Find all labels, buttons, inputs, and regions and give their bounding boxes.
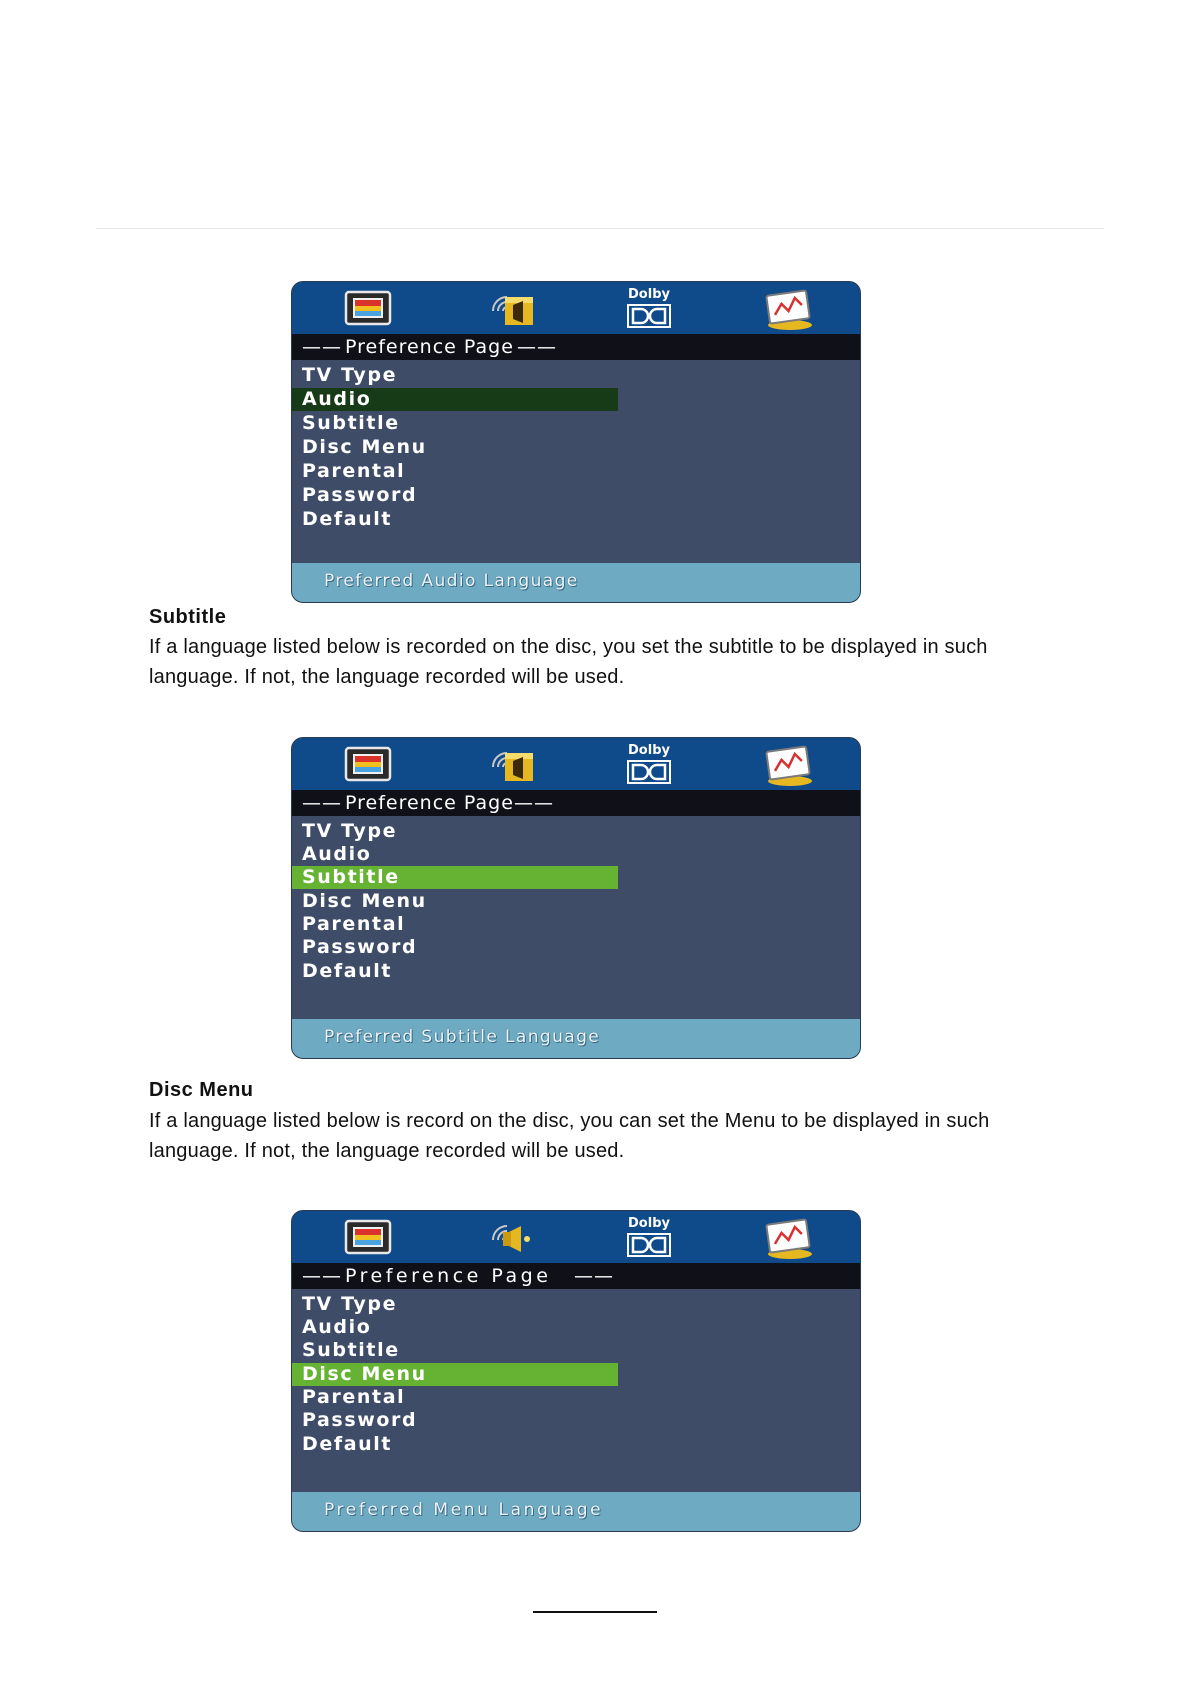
- audio-speaker-icon[interactable]: [487, 289, 543, 329]
- preference-chart-icon[interactable]: [762, 1218, 816, 1260]
- page-title: Preference Page: [345, 792, 514, 814]
- menu-item-password[interactable]: Password: [302, 936, 418, 958]
- dolby-label: Dolby: [628, 743, 670, 758]
- status-text: Preferred Menu Language: [324, 1500, 604, 1520]
- tv-screen-icon[interactable]: [344, 1218, 394, 1256]
- menu-item-audio-selected[interactable]: Audio: [292, 388, 618, 411]
- section-heading-subtitle: Subtitle: [149, 606, 227, 628]
- menu-item-tv-type[interactable]: TV Type: [302, 1293, 398, 1315]
- menu-item-audio[interactable]: Audio: [302, 843, 372, 865]
- menu-item-audio[interactable]: Audio: [302, 1316, 372, 1338]
- paragraph-line: If a language listed below is record on the disc, you can set the Menu to be displayed in such: [149, 1110, 990, 1132]
- paragraph-line: language. If not, the language recorded will be used.: [149, 666, 625, 688]
- osd-icon-bar: [292, 738, 860, 790]
- audio-speaker-icon[interactable]: [487, 1218, 543, 1258]
- osd-menu-list: [292, 1289, 860, 1492]
- title-dash-right: ——: [514, 792, 554, 814]
- paragraph-line: language. If not, the language recorded will be used.: [149, 1140, 625, 1162]
- tv-screen-icon[interactable]: [344, 289, 394, 327]
- osd-status-bar: [292, 1019, 860, 1058]
- title-dash-right: ——: [574, 1265, 614, 1287]
- dolby-label: Dolby: [628, 287, 670, 302]
- audio-speaker-icon[interactable]: [487, 745, 543, 785]
- menu-item-disc-menu-selected[interactable]: Disc Menu: [292, 1363, 618, 1386]
- osd-menu-subtitle: [291, 737, 861, 1059]
- title-dash-left: ——: [302, 336, 342, 358]
- menu-item-password[interactable]: Password: [302, 484, 418, 506]
- osd-icon-bar: [292, 282, 860, 334]
- paragraph-line: If a language listed below is recorded on the disc, you set the subtitle to be displayed in such: [149, 636, 988, 658]
- status-text: Preferred Subtitle Language: [324, 1027, 601, 1047]
- menu-item-tv-type[interactable]: TV Type: [302, 364, 398, 386]
- dolby-digital-icon[interactable]: [627, 288, 671, 328]
- osd-title-bar: [292, 334, 860, 360]
- menu-item-disc-menu[interactable]: Disc Menu: [302, 436, 427, 458]
- osd-menu-audio: [291, 281, 861, 603]
- menu-item-tv-type[interactable]: TV Type: [302, 820, 398, 842]
- dolby-label: Dolby: [628, 1216, 670, 1231]
- page-title: Preference Page: [345, 336, 514, 358]
- osd-status-bar: [292, 1492, 860, 1531]
- menu-item-disc-menu[interactable]: Disc Menu: [302, 890, 427, 912]
- osd-menu-list: [292, 360, 860, 563]
- section-heading-disc-menu: Disc Menu: [149, 1079, 254, 1101]
- osd-status-bar: [292, 563, 860, 602]
- menu-item-parental[interactable]: Parental: [302, 913, 406, 935]
- dolby-digital-icon[interactable]: [627, 744, 671, 784]
- menu-item-subtitle-selected[interactable]: Subtitle: [292, 866, 618, 889]
- menu-item-parental[interactable]: Parental: [302, 460, 406, 482]
- title-dash-left: ——: [302, 792, 342, 814]
- menu-item-parental[interactable]: Parental: [302, 1386, 406, 1408]
- title-dash-left: ——: [302, 1265, 342, 1287]
- menu-item-default[interactable]: Default: [302, 508, 393, 530]
- status-text: Preferred Audio Language: [324, 571, 579, 591]
- menu-item-default[interactable]: Default: [302, 960, 393, 982]
- page-title: Preference Page: [345, 1265, 552, 1287]
- osd-menu-disc-menu: [291, 1210, 861, 1532]
- menu-item-subtitle[interactable]: Subtitle: [302, 412, 400, 434]
- menu-item-subtitle[interactable]: Subtitle: [302, 1339, 400, 1361]
- osd-title-bar: [292, 1263, 860, 1289]
- dolby-digital-icon[interactable]: [627, 1217, 671, 1257]
- preference-chart-icon[interactable]: [762, 289, 816, 331]
- preference-chart-icon[interactable]: [762, 745, 816, 787]
- header-rule: [96, 228, 1104, 229]
- osd-menu-list: [292, 816, 860, 1019]
- tv-screen-icon[interactable]: [344, 745, 394, 783]
- page-number-rule: [533, 1611, 657, 1613]
- osd-title-bar: [292, 790, 860, 816]
- section-paragraph-disc-menu: [149, 1106, 1049, 1166]
- osd-icon-bar: [292, 1211, 860, 1263]
- menu-item-password[interactable]: Password: [302, 1409, 418, 1431]
- title-dash-right: ——: [517, 336, 557, 358]
- section-paragraph-subtitle: [149, 632, 1049, 692]
- menu-item-default[interactable]: Default: [302, 1433, 393, 1455]
